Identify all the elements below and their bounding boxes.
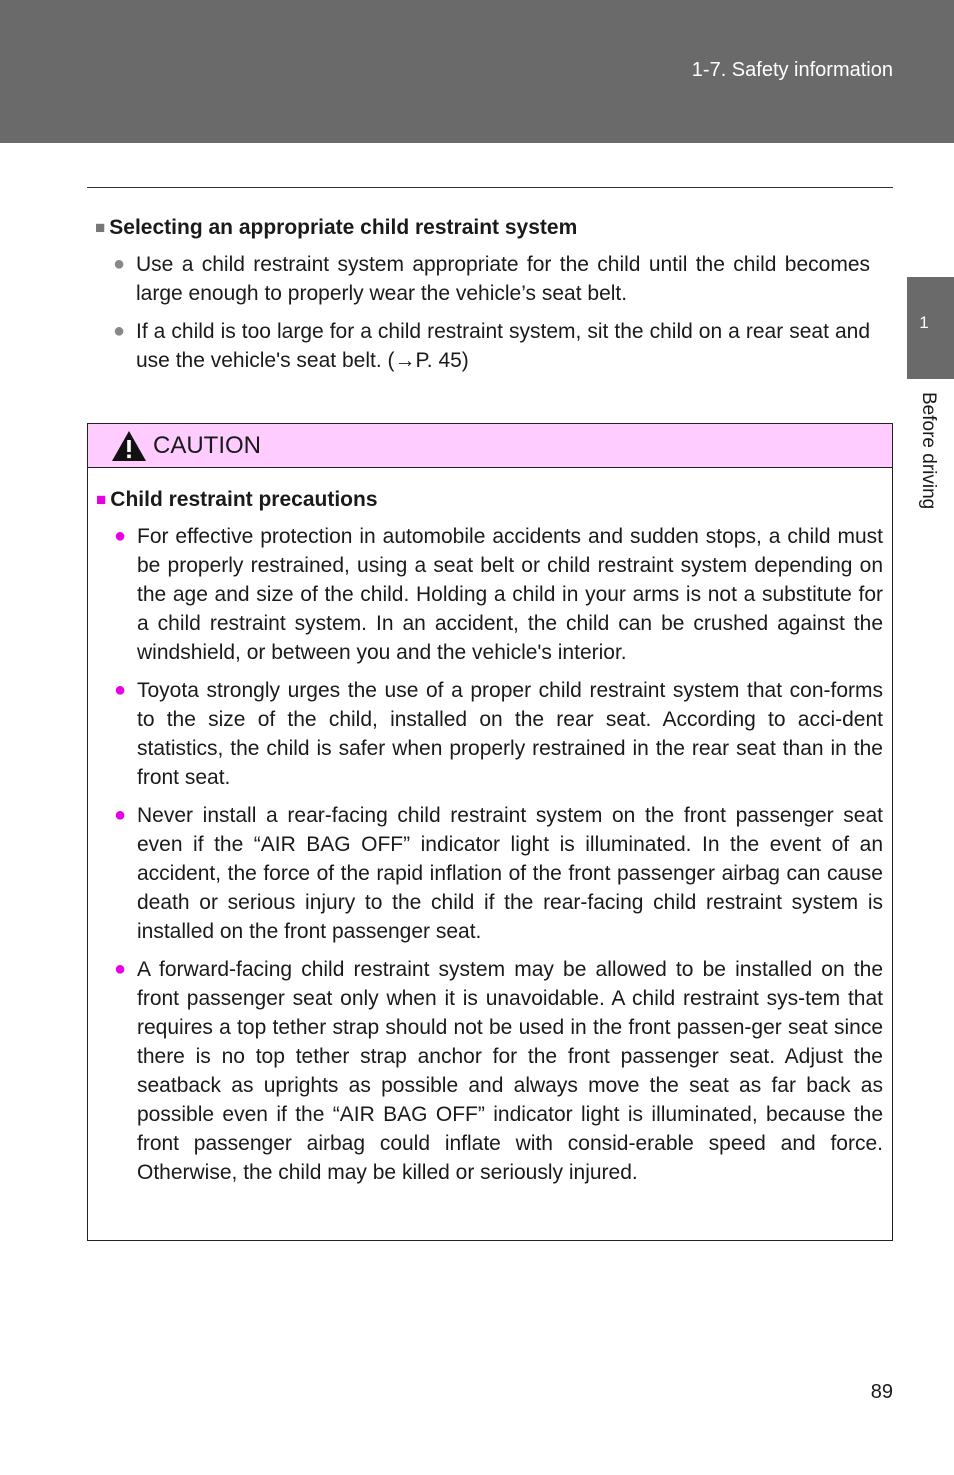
list-item	[95, 317, 870, 375]
circle-bullet-icon: ●	[113, 320, 126, 342]
caution-heading	[96, 485, 883, 514]
caution-body	[88, 468, 892, 1187]
circle-bullet-icon: ●	[113, 253, 126, 275]
chapter-number: 1	[919, 313, 929, 332]
list-item	[96, 801, 883, 946]
page-number: 89	[870, 1381, 893, 1403]
section-heading	[95, 213, 870, 242]
list-item	[96, 676, 883, 792]
circle-bullet-icon: ●	[114, 525, 127, 547]
caution-title: CAUTION	[153, 431, 261, 459]
list-item-text: Use a child restraint system appropriate for the child until the child becomes large enough to properly wear the vehicle’s seat belt.	[136, 253, 870, 305]
chapter-tab	[907, 277, 954, 379]
list-item-text: A forward-facing child restraint system may be allowed to be installed on the front passenger seat only when it is unavoidable. A child restraint sys-tem that requires a top tether strap should not be used in the front passen-ger seat since there is no top tether strap anchor for the front passenger seat. Adjust the seatback as uprights as possible and always move the seat as far back as possible even if the “AIR BAG OFF” indicator light is illuminated, because the front passenger airbag could inflate with consid-erable speed and force. Otherwise, the child may be killed or seriously injured.	[137, 958, 883, 1184]
section-heading-text: Selecting an appropriate child restraint system	[109, 216, 578, 239]
list-item	[96, 955, 883, 1187]
caution-box	[87, 423, 893, 1241]
circle-bullet-icon: ●	[114, 958, 127, 980]
warning-triangle-icon	[110, 429, 148, 463]
child-restraint-section	[95, 213, 870, 384]
list-item-text: If a child is too large for a child restraint system, sit the child on a rear seat and use the vehicle's seat belt. (→P. 45)	[136, 320, 870, 372]
list-item-text: For effective protection in automobile accidents and sudden stops, a child must be properly restrained, using a seat belt or child restraint system depending on the age and size of the child. Holding a child in your arms is not a substitute for a child restraint system. In an accident, the child can be crushed against the windshield, or between you and the vehicle's interior.	[137, 525, 883, 664]
circle-bullet-icon: ●	[114, 679, 127, 701]
caution-header	[88, 424, 892, 468]
list-item	[96, 522, 883, 667]
chapter-label: Before driving	[918, 392, 939, 510]
caution-heading-text: Child restraint precautions	[110, 488, 378, 511]
divider	[87, 187, 893, 188]
page-header	[0, 0, 954, 143]
square-bullet-icon: ■	[95, 218, 106, 237]
list-item-text: Never install a rear-facing child restraint system on the front passenger seat even if the “AIR BAG OFF” indicator light is illuminated. In the event of an accident, the force of the rapid inflation of the front passenger airbag can cause death or serious injury to the child if the rear-facing child restraint system is installed on the front passenger seat.	[137, 804, 883, 943]
square-bullet-icon: ■	[96, 490, 107, 509]
list-item-text: Toyota strongly urges the use of a proper child restraint system that con-forms to the size of the child, installed on the rear seat. According to acci-dent statistics, the child is safer when properly restrained in the rear seat than in the front seat.	[137, 679, 883, 789]
list-item	[95, 250, 870, 308]
circle-bullet-icon: ●	[114, 804, 127, 826]
section-title: 1-7. Safety information	[691, 59, 893, 81]
